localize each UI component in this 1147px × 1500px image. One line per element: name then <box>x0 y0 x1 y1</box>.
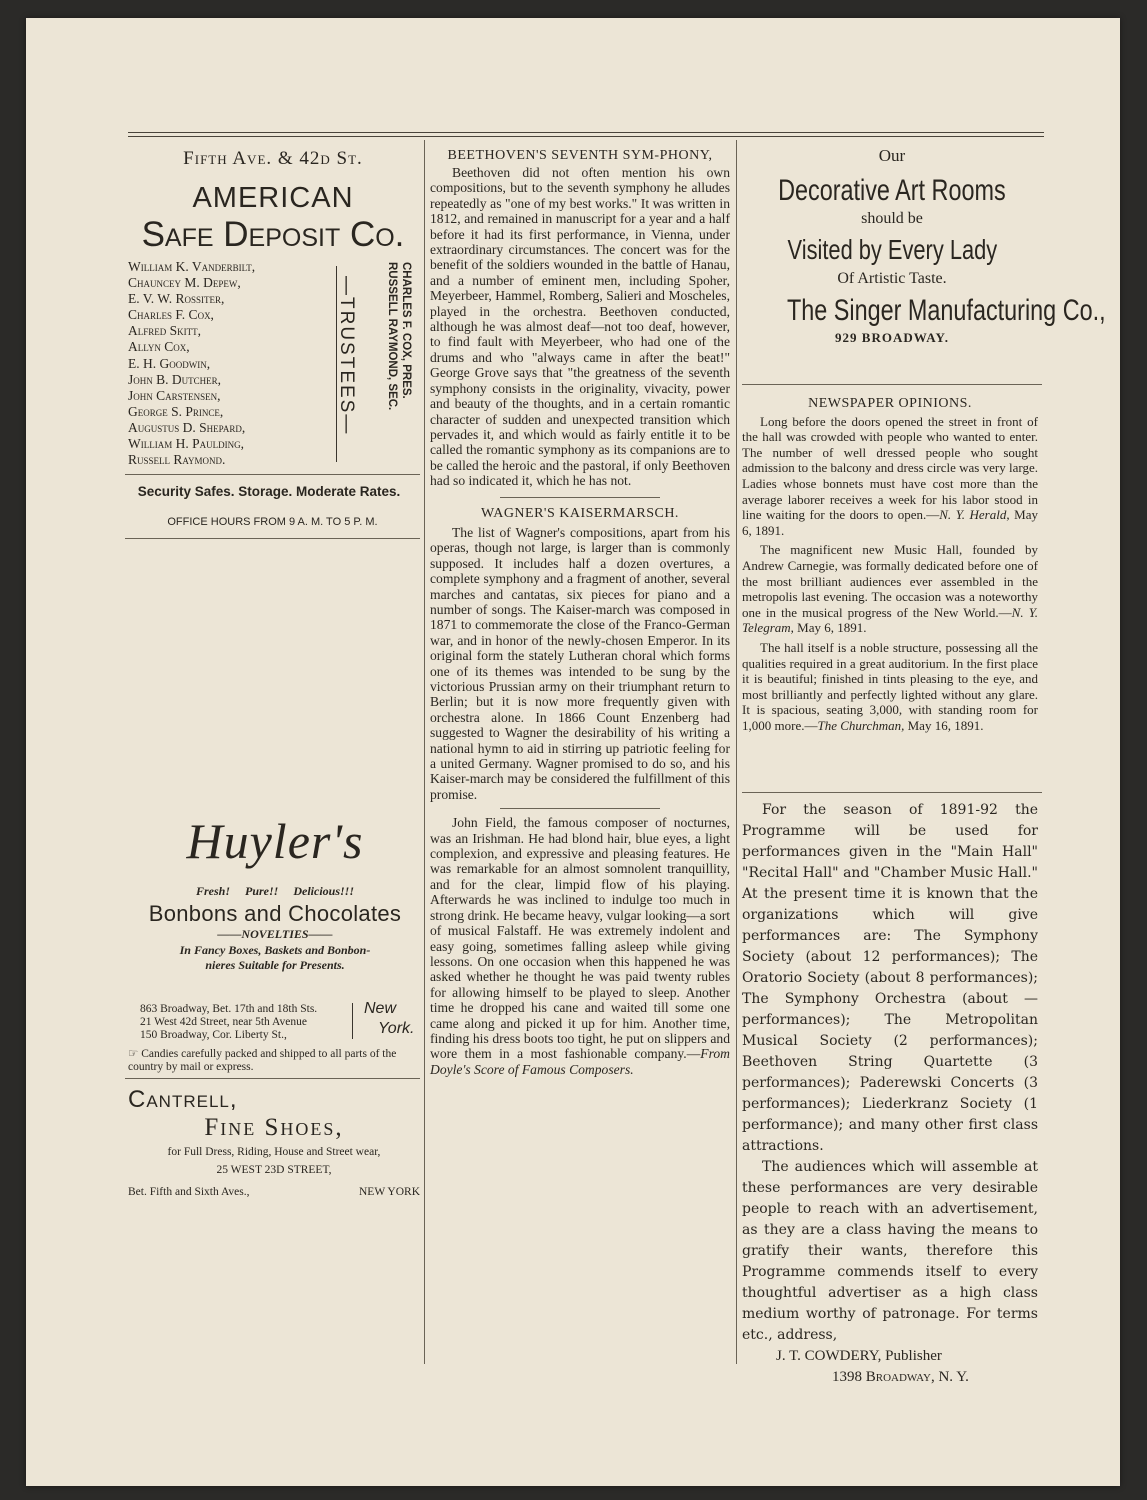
publisher: J. T. COWDERY, Publisher <box>776 1348 942 1364</box>
trustee-name: Augustus D. Shepard, <box>128 419 246 435</box>
ad-taste: Of Artistic Taste. <box>837 270 947 287</box>
opinion-1 <box>742 414 1038 539</box>
opinion-3-source: The Churchman, <box>817 717 905 733</box>
opinion-2-source: N. Y. Telegram, <box>742 604 1039 636</box>
trustee-name: Charles F. Cox, <box>128 307 214 323</box>
field-paragraph <box>430 815 730 1077</box>
huylers-fancy-line2: nieres Suitable for Presents. <box>205 958 345 972</box>
season-text: For the season of 1891-92 the Programme will be used for performances given in the "Main Hall" "Recital Hall" and "Chamber Music Hall." At the present time it is known that the organizations which will give performances are: The Symphony Society (about 12 performances); The Oratorio Society (about 8 performances); The Symphony Orchestra (about — performances); The Metropolitan Musical Society (2 performances); Beethoven String Quartette (3 performances); Paderewski Concerts (3 performances); Liederkranz Society (1 performance); and many other first class attractions. <box>742 802 1038 1154</box>
secretary-label: RUSSELL RAYMOND, SEC. <box>386 262 398 411</box>
huylers-city-1: New <box>364 1000 397 1017</box>
huylers-address-1: 863 Broadway, Bet. 17th and 18th Sts. <box>140 1003 318 1015</box>
opinion-1-text: Long before the doors opened the street in front of the hall was crowded with people who wanted to enter. The number of well dressed people who sought admission to the balcony and dress circle was very large. Ladies whose bonnets must have cost more than the average laborer receives a week for his labor stood in line waiting for the doors to open.— <box>742 413 1038 523</box>
publisher-address: 1398 Broadway, N. Y. <box>832 1369 969 1385</box>
opinion-3-text: The hall itself is a noble structure, possessing all the qualities required in a great auditorium. In the first place it is beautiful; finished in tints pleasing to the eye, and most brilliantly and perfectly lighted without any glare. It is spacious, seating 3,000, with standing room for 1,000 more.— <box>742 639 1038 733</box>
safe-location: Fifth Ave. & 42d St. <box>183 148 363 169</box>
field-text: John Field, the famous composer of nocturnes, was an Irishman. He had blond hair, blue eyes, a light complexion, and expressive and pleasing features. He was remarkable for an almost somnolent tranquillity, and for the clear, limpid flow of his playing. Afterwards he was inclined to indulge too much in strong drink. He became heavy, vulgar looking—a sort of musical Falstaff. He was extremely indolent and easy going, sometimes falling asleep while giving lessons. On one occasion when this happened he was asked whether he thought he was paid twenty rubles for allowing himself to be played to sleep. Another time he dropped his cane and waited till some one came along and picked it up for him. Another time, finding his dress boots too tight, he put on slippers and wore them in a most fashionable company.— <box>430 815 730 1062</box>
huylers-fancy-line1: In Fancy Boxes, Baskets and Bonbon- <box>179 943 371 957</box>
ad-divider <box>742 384 1042 385</box>
huylers-tagline: Fresh! Pure!! Delicious!!! <box>195 884 355 898</box>
cantrell-city: NEW YORK <box>358 1186 420 1198</box>
opinions-divider <box>742 792 1042 793</box>
safe-bottom-rule <box>125 538 420 539</box>
huylers-addresses <box>140 1003 360 1042</box>
beethoven-divider <box>500 497 660 498</box>
beethoven-text: Beethoven did not often mention his own compositions, but to the seventh symphony he alludes repeatedly as "one of my best works." It was written in 1812, and remained in manuscript for a year and a half before it had its first performance, in Vienna, under extraordinary circumstances. The concert was for the benefit of the soldiers wounded in the battle of Hanau, and a number of eminent men, including Spoher, Meyerbeer, Hammel, Romberg, Salieri and Moscheles, played in the orchestra. Beethoven conducted, although he was almost deaf—not too deaf, however, to find fault with Meyerbeer, who had one of the drums and who "always came in after the beat!" George Grove says that "the greatness of the seventh symphony consists in the originality, vivacity, power and beauty of the thoughts, and in a certain romantic character of sudden and unexpected transition which pervades it, and which would as fairly entitle it to be called the romantic symphony as its companions are to be called the heroic and the pastoral, if only Beethoven had so indicated it, which he has not. <box>430 165 730 489</box>
huylers-bracket <box>352 1003 359 1039</box>
cantrell-name: Cantrell, <box>128 1086 238 1113</box>
trustee-name: Allyn Cox, <box>128 339 190 355</box>
huylers-ad <box>130 812 420 973</box>
middle-column <box>430 148 730 1077</box>
audiences-text: The audiences which will assemble at these performances are very desirable people to reach with an advertisement, as they are a class having the means to gratify their wants, therefore this Programme commends itself to every thoughtful advertiser as a high class medium worthy of patronage. For terms etc., address, <box>742 1159 1038 1343</box>
wagner-title: WAGNER'S KAISERMARSCH. <box>481 505 679 521</box>
huylers-address-2: 21 West 42d Street, near 5th Avenue <box>140 1016 307 1028</box>
trustee-name: E. H. Goodwin, <box>128 355 211 371</box>
huylers-address-3: 150 Broadway, Cor. Liberty St., <box>140 1029 287 1041</box>
top-rule-2 <box>128 136 1044 137</box>
opinion-3 <box>742 640 1038 734</box>
opinion-3-date: May 16, 1891. <box>904 717 984 733</box>
huylers-product: Bonbons and Chocolates <box>148 901 402 926</box>
opinion-2-text: The magnificent new Music Hall, founded by Andrew Carnegie, was formally dedicated before one of the most brilliant audiences ever assembled in the metropolis last evening. The occasion was a noteworthy one in the musical progress of the New World.— <box>742 542 1038 620</box>
trustee-name: Russell Raymond. <box>128 452 226 468</box>
safe-name-line1: AMERICAN <box>192 182 354 214</box>
ad-visited: Visited by Every Lady <box>787 234 997 265</box>
column-divider-right <box>736 140 737 1364</box>
trustee-name: E. V. W. Rossiter, <box>128 291 225 307</box>
programme-notice <box>742 800 1038 1388</box>
huylers-city-2: York. <box>378 1020 415 1037</box>
opinion-1-source: N. Y. Herald, <box>939 507 1010 523</box>
cantrell-ad <box>128 1086 420 1198</box>
opinion-2 <box>742 542 1038 636</box>
safe-divider <box>125 474 420 475</box>
cantrell-address: 25 WEST 23D STREET, <box>216 1164 332 1176</box>
ad-rooms: Decorative Art Rooms <box>778 174 1006 207</box>
trustee-name: George S. Prince, <box>128 403 224 419</box>
column-divider-left <box>424 140 425 1364</box>
cantrell-shoes: Fine Shoes, <box>204 1114 344 1141</box>
opinion-2-date: May 6, 1891. <box>793 620 867 636</box>
cantrell-between: Bet. Fifth and Sixth Aves., <box>128 1186 250 1198</box>
trustee-name: Chauncey M. Depew, <box>128 275 241 291</box>
trustee-name: John Carstensen, <box>128 387 221 403</box>
newspaper-opinions <box>742 396 1038 733</box>
trustee-list <box>128 259 328 468</box>
safe-services: Security Safes. Storage. Moderate Rates. <box>137 484 401 499</box>
left-column <box>128 146 418 255</box>
opinion-1-date: May 6, 1891. <box>742 507 1038 538</box>
huylers-shipping <box>128 1048 420 1074</box>
opinions-title: NEWSPAPER OPINIONS. <box>808 396 972 411</box>
huylers-shipping-text: Candies carefully packed and shipped to all parts of the country by mail or express. <box>128 1048 397 1073</box>
huylers-city <box>364 999 414 1039</box>
huylers-divider <box>125 1078 420 1079</box>
singer-ad <box>742 146 1106 346</box>
huylers-novelties: ——NOVELTIES—— <box>217 927 333 941</box>
pointing-hand-icon: ☞ <box>128 1048 139 1060</box>
president-label: CHARLES F. COX, PRES. <box>400 262 412 399</box>
trustees-label: —TRUSTEES— <box>336 276 357 436</box>
trustee-name: Alfred Skitt, <box>128 323 202 339</box>
ad-should: should be <box>861 210 923 227</box>
top-rule <box>128 132 1044 133</box>
beethoven-title: BEETHOVEN'S SEVENTH SYM-PHONY, <box>447 148 713 163</box>
safe-name-line2: Safe Deposit Co. <box>141 215 405 254</box>
cantrell-desc: for Full Dress, Riding, House and Street wear, <box>167 1146 381 1158</box>
ad-company: The Singer Manufacturing Co., <box>786 294 1106 327</box>
trustee-name: John B. Dutcher, <box>128 371 222 387</box>
ad-address: 929 BROADWAY. <box>835 330 949 345</box>
trustee-name: William K. Vanderbilt, <box>128 259 256 274</box>
ad-our: Our <box>878 146 906 165</box>
trustee-name: William H. Paulding, <box>128 436 244 452</box>
wagner-text: The list of Wagner's compositions, apart from his operas, though not large, is larger than is commonly supposed. It includes half a dozen overtures, a complete symphony and a fragment of another, several marches and cantatas, six pieces for piano and a number of songs. The Kaiser-march was composed in 1871 to commemorate the close of the Franco-German war, and in honor of the newly-chosen Emperor. In its original form the stately Lutheran choral which forms one of its themes was intended to be sung by the victorious Prussian army on their triumphant return to Berlin; but it is now more frequently given with orchestra alone. In 1866 Count Enzenberg had suggested to Wagner the desirability of his writing a national hymn to aid in stirring up patriotic feeling for a united Germany. Wagner promised to do so, and his Kaiser-march may be considered the fulfillment of this promise. <box>430 524 730 802</box>
safe-hours: OFFICE HOURS FROM 9 A. M. TO 5 P. M. <box>167 516 378 528</box>
huylers-logo: Huyler's <box>186 813 364 869</box>
field-source: From Doyle's Score of Famous Composers. <box>430 1046 730 1077</box>
cantrell-footer <box>128 1186 420 1198</box>
wagner-divider <box>500 808 660 809</box>
